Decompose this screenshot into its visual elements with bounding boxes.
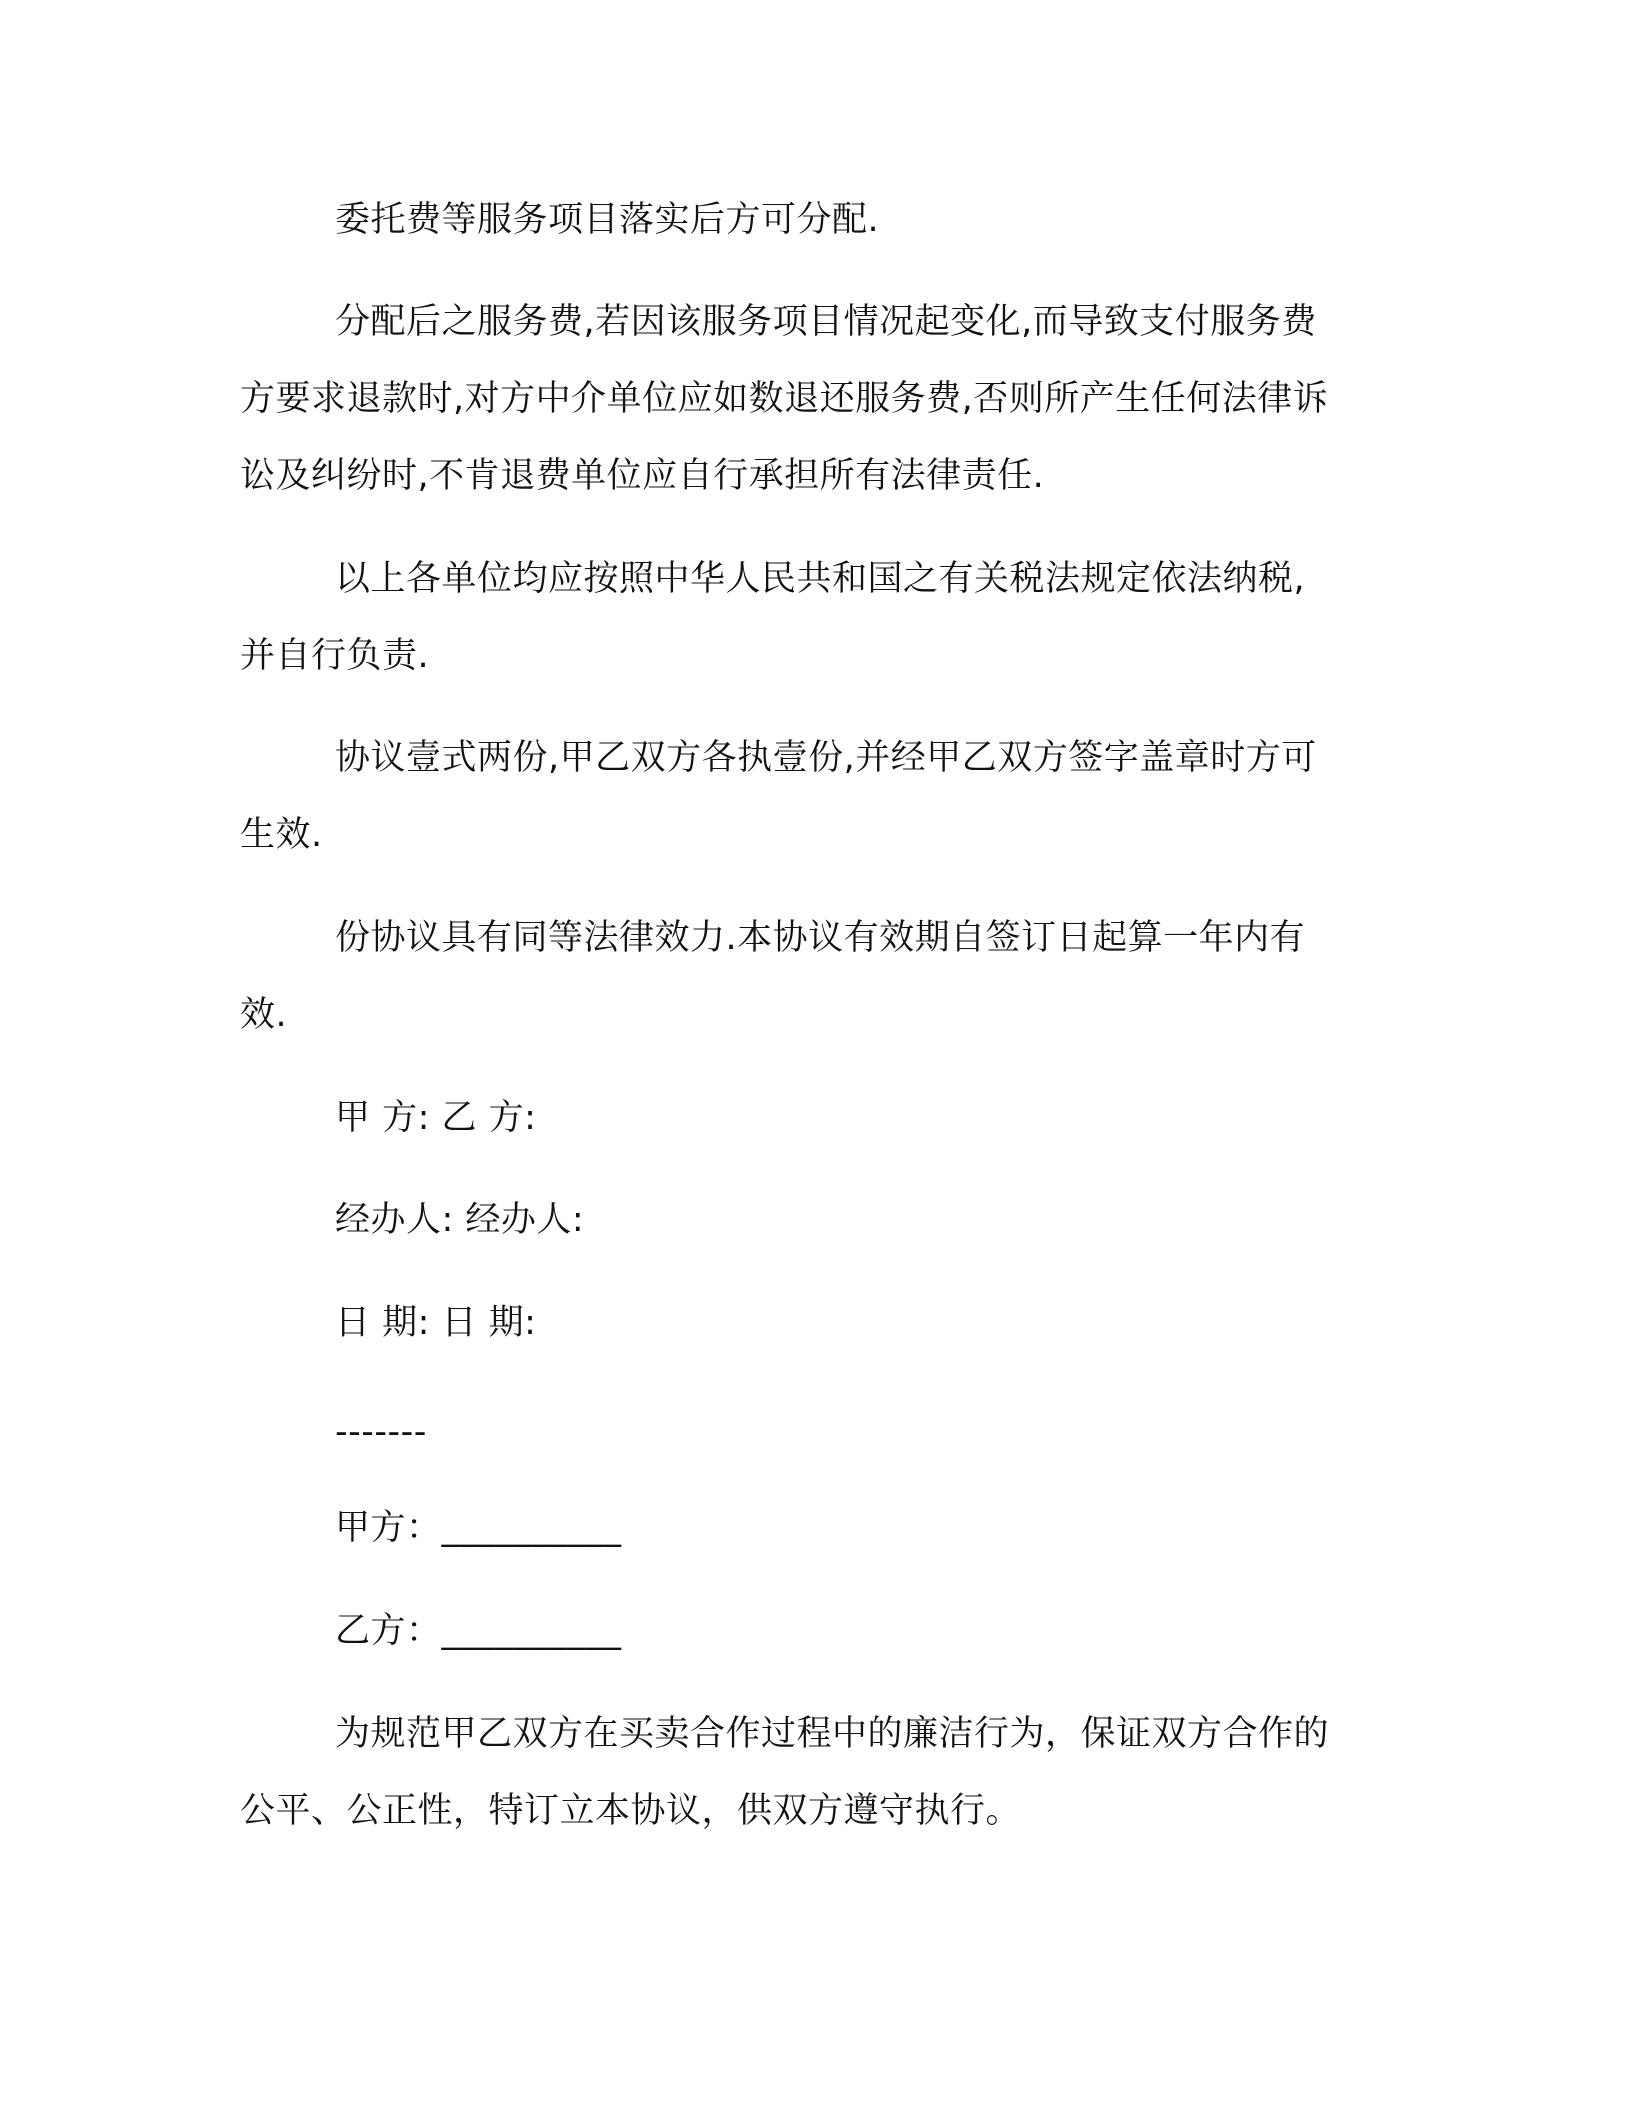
paragraph-2-line-2: 方要求退款时,对方中介单位应如数退还服务费,否则所产生任何法律诉 — [240, 379, 1329, 419]
party-labels-line: 甲 方: 乙 方: — [335, 1098, 537, 1138]
paragraph-4-line-2: 生效. — [240, 815, 323, 855]
handler-labels-line: 经办人: 经办人: — [335, 1200, 585, 1240]
paragraph-2-line-3: 讼及纠纷时,不肯退费单位应自行承担所有法律责任. — [240, 456, 1045, 496]
paragraph-2-line-1: 分配后之服务费,若因该服务项目情况起变化,而导致支付服务费 — [335, 302, 1317, 342]
date-labels-line: 日 期: 日 期: — [335, 1303, 537, 1343]
paragraph-5-line-2: 效. — [240, 995, 288, 1035]
paragraph-3-line-1: 以上各单位均应按照中华人民共和国之有关税法规定依法纳税, — [335, 559, 1306, 599]
paragraph-12-line-2: 公平、公正性，特订立本协议，供双方遵守执行。 — [240, 1791, 1022, 1831]
party-b-signature-line: 乙方：__________ — [335, 1611, 622, 1651]
party-a-signature-line: 甲方：__________ — [335, 1508, 622, 1548]
separator-line: ------- — [335, 1412, 427, 1452]
paragraph-3-line-2: 并自行负责. — [240, 636, 430, 676]
paragraph-12-line-1: 为规范甲乙双方在买卖合作过程中的廉洁行为，保证双方合作的 — [335, 1714, 1330, 1754]
paragraph-1-line-1: 委托费等服务项目落实后方可分配. — [335, 200, 880, 240]
paragraph-5-line-1: 份协议具有同等法律效力.本协议有效期自签订日起算一年内有 — [335, 918, 1306, 958]
paragraph-4-line-1: 协议壹式两份,甲乙双方各执壹份,并经甲乙双方签字盖章时方可 — [335, 738, 1317, 778]
